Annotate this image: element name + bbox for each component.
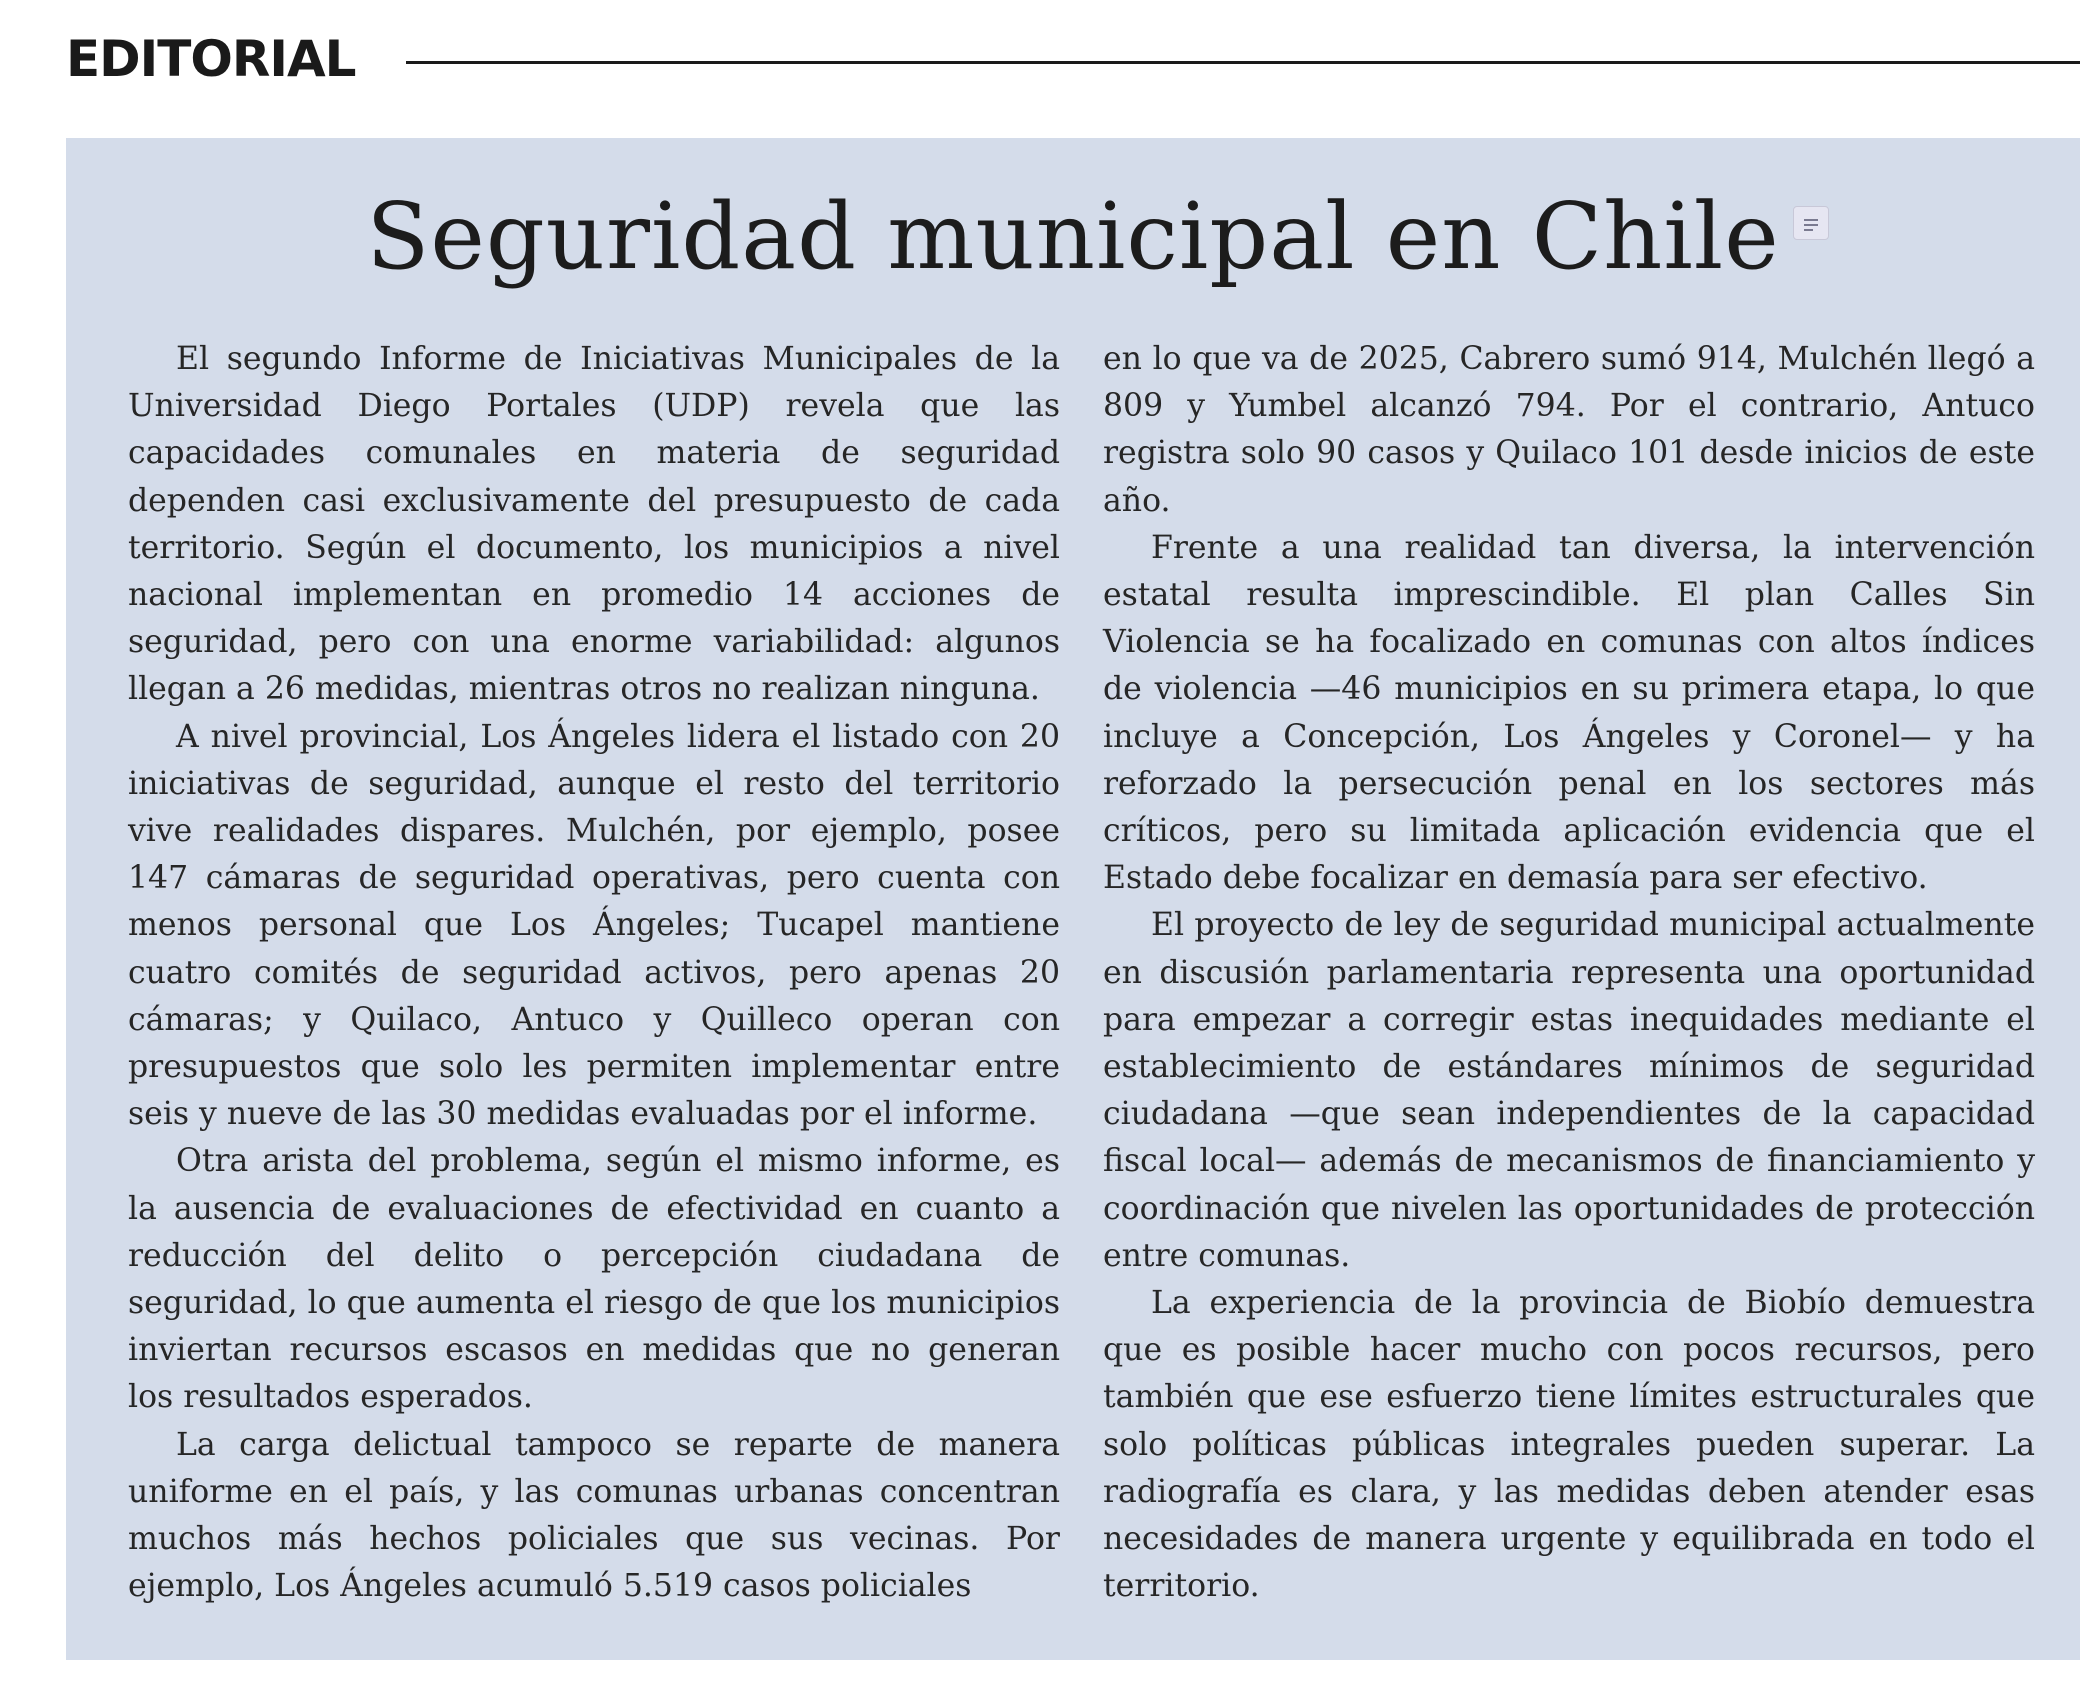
paragraph: La carga delictual tampoco se reparte de manera uniforme en el país, y las comunas urbanas concentran muchos más hechos policiales que sus vecinas. Por ejemplo, Los Ángeles acumuló 5.519 casos policiales — [128, 1426, 1060, 1605]
article-title: Seguridad municipal en Chile — [366, 183, 1780, 290]
paragraph-continued: en lo que va de 2025, Cabrero sumó 914, Mulchén llegó a 809 y Yumbel alcanzó 794. Por el contrario, Antuco registra solo 90 casos y Quilaco 101 desde inicios de este año. — [1103, 341, 2035, 519]
editorial-panel — [66, 138, 2080, 1660]
paragraph: Otra arista del problema, según el mismo informe, es la ausencia de evaluaciones de efectividad en cuanto a reducción del delito o percepción ciudadana de seguridad, lo que aumenta el riesgo de que los municipios inviertan recursos escasos en medidas que no generan los resultados esperados. — [128, 1143, 1060, 1416]
paragraph: A nivel provincial, Los Ángeles lidera el listado con 20 iniciativas de seguridad, aunque el resto del territorio vive realidades dispares. Mulchén, por ejemplo, posee 147 cámaras de seguridad operativas, pero cuenta con menos personal que Los Ángeles; Tucapel mantiene cuatro comités de seguridad activos, pero apenas 20 cámaras; y Quilaco, Antuco y Quilleco operan con presupuestos que solo les permiten implementar entre seis y nueve de las 30 medidas evaluadas por el informe. — [128, 718, 1060, 1133]
section-header — [66, 28, 2080, 104]
paragraph: Frente a una realidad tan diversa, la intervención estatal resulta imprescindible. El plan Calles Sin Violencia se ha focalizado en comunas con altos índices de violencia —46 municipios en su primera etapa, lo que incluye a Concepción, Los Ángeles y Coronel— y ha reforzado la persecución penal en los sectores más críticos, pero su limitada aplicación evidencia que el Estado debe focalizar en demasía para ser efectivo. — [1103, 529, 2035, 897]
section-divider — [406, 61, 2080, 64]
paragraph: El segundo Informe de Iniciativas Municipales de la Universidad Diego Portales (UDP) revela que las capacidades comunales en materia de seguridad dependen casi exclusivamente del presupuesto de cada territorio. Según el documento, los municipios a nivel nacional implementan en promedio 14 acciones de seguridad, pero con una enorme variabilidad: algunos llegan a 26 medidas, mientras otros no realizan ninguna. — [128, 341, 1060, 708]
note-icon[interactable] — [1793, 206, 1829, 240]
article-column-left — [128, 336, 1060, 1610]
section-label: EDITORIAL — [66, 30, 356, 88]
paragraph: El proyecto de ley de seguridad municipal actualmente en discusión parlamentaria representa una oportunidad para empezar a corregir estas inequidades mediante el establecimiento de estándares mínimos de seguridad ciudadana —que sean independientes de la capacidad fiscal local— además de mecanismos de financiamiento y coordinación que nivelen las oportunidades de protección entre comunas. — [1103, 907, 2035, 1274]
paragraph: La experiencia de la provincia de Biobío demuestra que es posible hacer mucho con pocos recursos, pero también que ese esfuerzo tiene límites estructurales que solo políticas públicas integrales pueden superar. La radiografía es clara, y las medidas deben atender esas necesidades de manera urgente y equilibrada en todo el territorio. — [1103, 1285, 2035, 1605]
article-column-right — [1103, 336, 2035, 1610]
